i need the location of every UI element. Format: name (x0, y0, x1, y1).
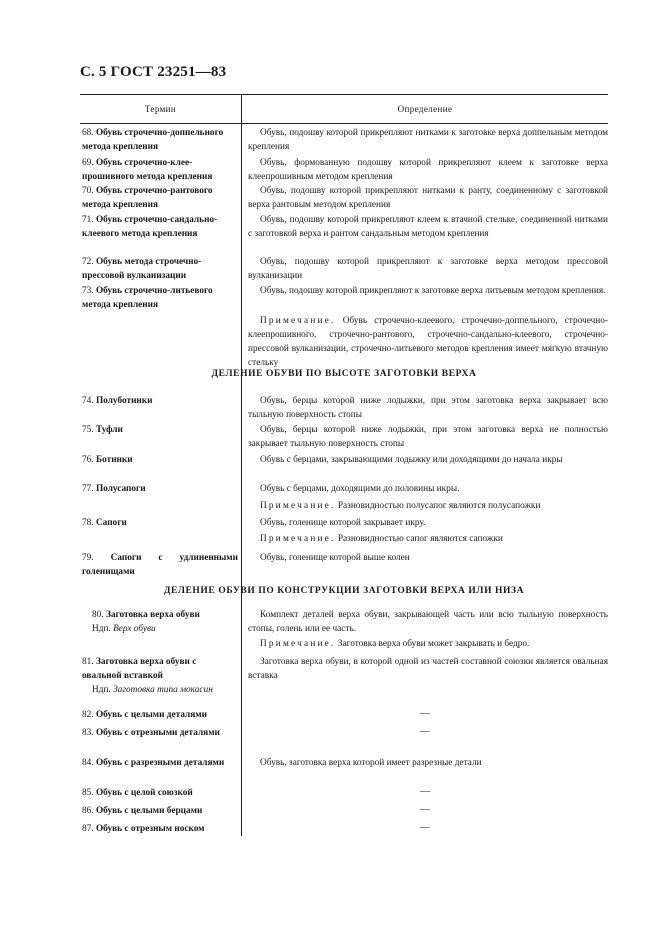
term-74: 74. Полуботинки (82, 396, 153, 406)
table-top-rule (80, 94, 608, 95)
definition-79: Обувь, голенище которой выше колен (260, 553, 410, 563)
definition-column-header: Определение (397, 104, 453, 114)
definition-81: Заготовка верха обуви, в которой одной из частей составной союзки является овальная вставка (248, 657, 608, 681)
definition-71: Обувь, подошву которой прикрепляют клеем к втачной стельке, соединенной нитками с заготовкой верха и рантом сандальным методом крепления (248, 215, 608, 239)
definition-68: Обувь, подошву которой прикрепляют нитками к заготовке верха доппельным методом крепления (248, 128, 608, 152)
section-heading-construction: ДЕЛЕНИЕ ОБУВИ ПО КОНСТРУКЦИИ ЗАГОТОВКИ ВЕРХА ИЛИ НИЗА (163, 586, 525, 596)
note-group1: Примечание. Обувь строчечно-клеевого, строчечно-доппельного, строчечно-клеепрошивного, строчечно-рантового, строчечно-сандально-клеевого, строчечно-прессовой вулканизации, строчечно-литьевого методов крепления имеет мягкую втачную стельку (248, 316, 608, 368)
section-heading-height: ДЕЛЕНИЕ ОБУВИ ПО ВЫСОТЕ ЗАГОТОВКИ ВЕРХА (211, 369, 477, 379)
definition-74: Обувь, берцы которой ниже лодыжки, при этом заготовка верха закрывает всю тыльную поверхность стопы (248, 396, 608, 420)
definition-69: Обувь, формованную подошву которой прикрепляют клеем к заготовке верха клеепрошивным методом крепления (248, 158, 608, 182)
term-71: 71. Обувь строчечно-сандально-клеевого метода крепления (82, 215, 218, 239)
term-76: 76. Ботинки (82, 455, 133, 465)
term-87: 87. Обувь с отрезным носком (82, 824, 205, 834)
definition-75: Обувь, берцы которой ниже лодыжки, при этом заготовка верха не полностью закрывает тыльную поверхность стопы (248, 425, 608, 449)
note-78: Примечание. Разновидностью сапог являются сапожки (260, 534, 503, 544)
term-81: 81. Заготовка верха обуви с овальной вставкой Ндп. Заготовка типа мокасин (82, 657, 213, 695)
table-header-rule (80, 123, 608, 124)
term-77: 77. Полусапоги (82, 484, 146, 494)
column-divider (241, 94, 242, 836)
term-69: 69. Обувь строчечно-клеепрошивного метода крепления (82, 158, 213, 182)
term-72: 72. Обувь метода строчечно-прессовой вулканизации (82, 257, 202, 281)
definition-72: Обувь, подошву которой прикрепляют к заготовке верха методом прессовой вулканизации (248, 257, 608, 281)
term-70: 70. Обувь строчечно-рантового метода крепления (82, 186, 213, 210)
page-header: С. 5 ГОСТ 23251—83 (80, 64, 227, 80)
term-column-header: Термин (144, 104, 177, 114)
term-73: 73. Обувь строчечно-литьевого метода крепления (82, 286, 213, 310)
definition-80: Комплект деталей верха обуви, закрывающей часть или всю тыльную поверхность стопы, голень или ее часть. (248, 610, 608, 634)
term-85: 85. Обувь с целой союзкой (82, 788, 193, 798)
definition-87: — (420, 822, 430, 833)
term-83: 83. Обувь с отрезными деталями (82, 728, 220, 738)
term-79: 79. Сапоги с удлиненными голенищами (82, 553, 238, 577)
definition-76: Обувь с берцами, закрывающими лодыжку или доходящими до начала икры (260, 455, 563, 465)
definition-70: Обувь, подошву которой прикрепляют нитками к ранту, соединенному с заготовкой верха рантовым методом крепления (248, 186, 608, 210)
note-77: Примечание. Разновидностью полусапог являются полусапожки (260, 501, 541, 511)
term-68: 68. Обувь строчечно-доппельного метода крепления (82, 128, 224, 152)
definition-84: Обувь, заготовка верха которой имеет разрезные детали (260, 758, 482, 768)
term-86: 86. Обувь с целыми берцами (82, 806, 203, 816)
term-84: 84. Обувь с разрезными деталями (82, 758, 225, 768)
term-78: 78. Сапоги (82, 518, 127, 528)
definition-86: — (420, 804, 430, 815)
term-82: 82. Обувь с целыми деталями (82, 710, 207, 720)
definition-77: Обувь с берцами, доходящими до половины икры. (260, 484, 460, 494)
term-80: 80. Заготовка верха обуви Ндп. Верх обуви (92, 610, 200, 634)
definition-73: Обувь, подошву которой прикрепляют к заготовке верха литьевым методом крепления. (260, 286, 606, 296)
term-75: 75. Туфли (82, 425, 123, 435)
definition-82: — (420, 708, 430, 719)
note-80: Примечание. Заготовка верха обуви может закрывать и бедро. (260, 639, 530, 649)
definition-83: — (420, 726, 430, 737)
definition-78: Обувь, голенище которой закрывает икру. (260, 518, 426, 528)
definition-85: — (420, 786, 430, 797)
